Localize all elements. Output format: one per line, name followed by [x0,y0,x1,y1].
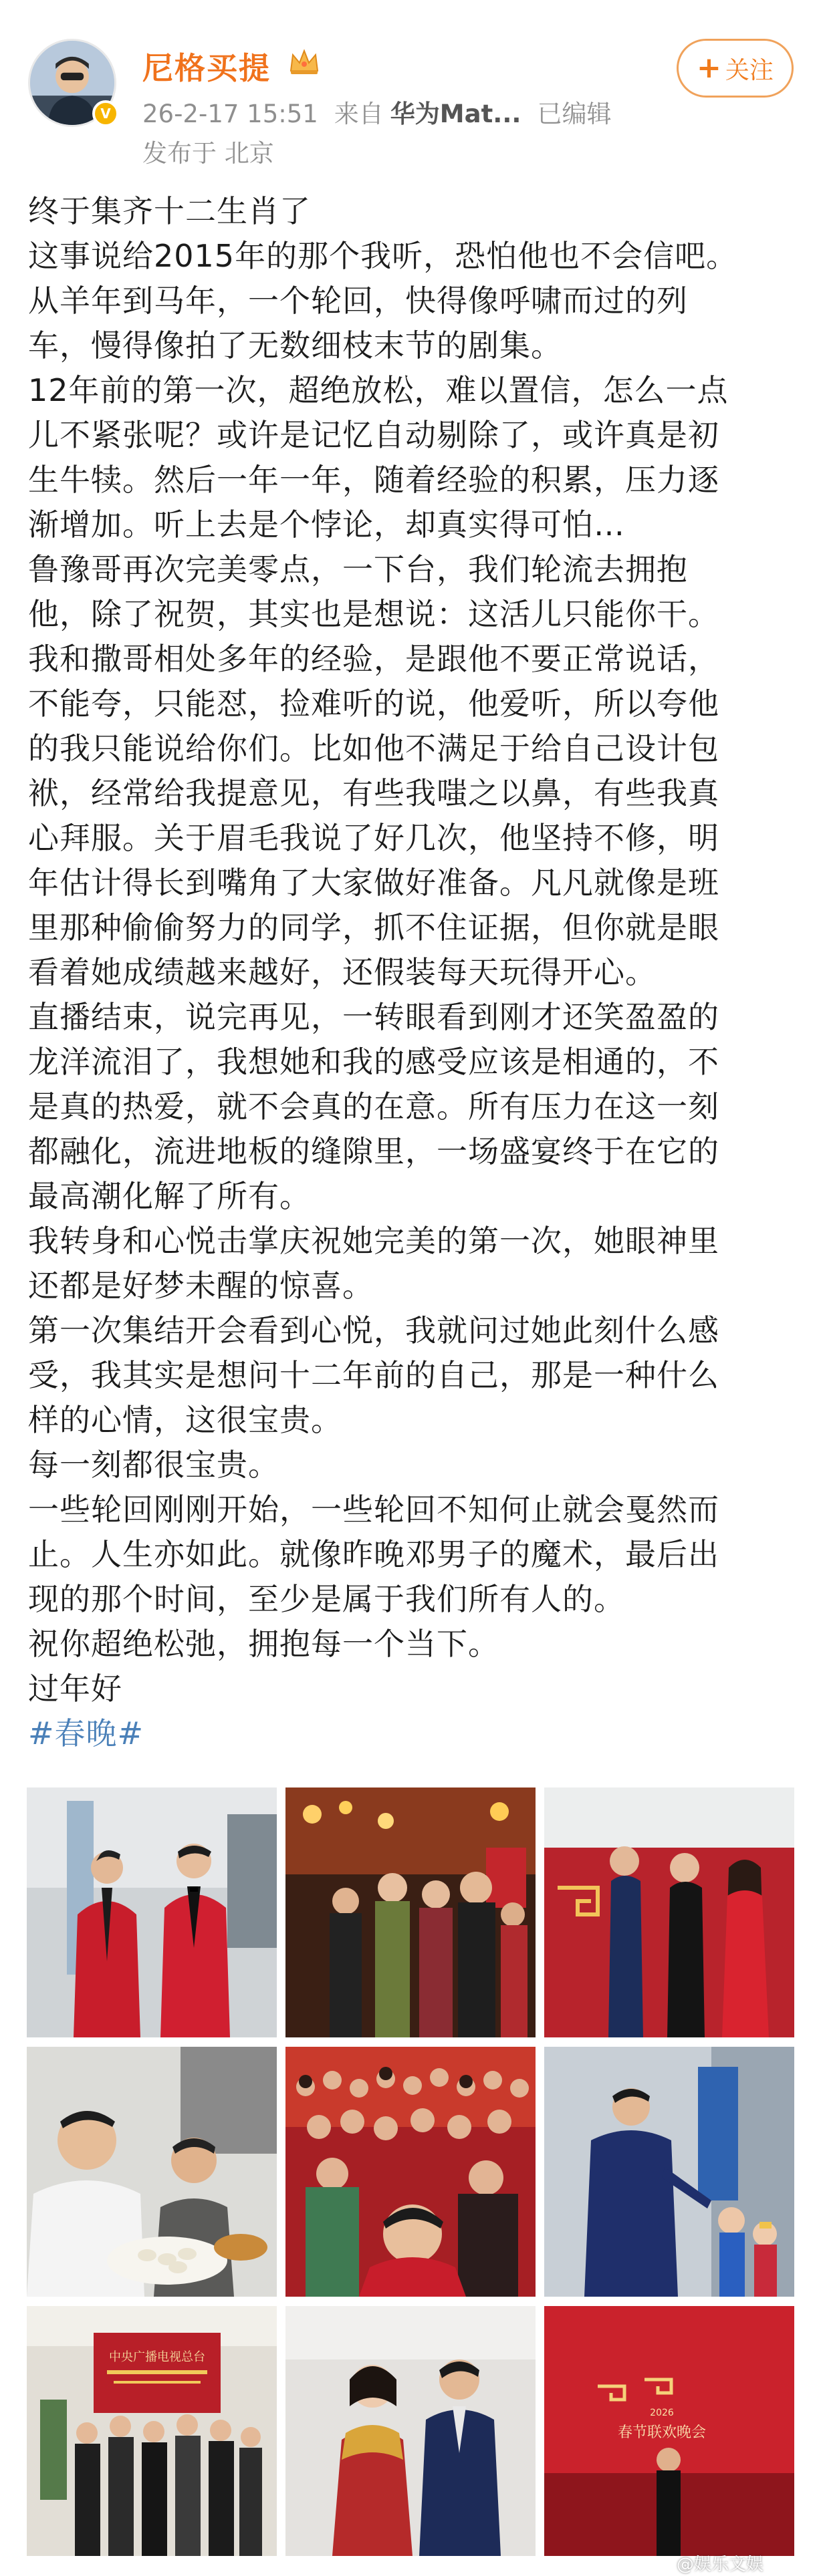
photo-image [27,2047,277,2297]
plus-icon: + [697,51,721,85]
post-line: 从羊年到马年，一个轮回，快得像呼啸而过的列 [28,283,688,319]
post-line: 这事说给2015年的那个我听，恐怕他也不会信吧。 [28,238,738,274]
post-line: 一些轮回刚刚开始，一些轮回不知何止就会戛然而 [28,1491,719,1528]
post-location: 发布于 北京 [142,139,274,168]
photo-9[interactable] [544,2306,794,2556]
post-time: 26-2-17 15:51 [142,100,318,128]
post-line: 他，除了祝贺，其实也是想说：这活儿只能你干。 [28,596,719,632]
post-line: 不能夸，只能怼，捡难听的说，他爱听，所以夸他 [28,686,719,722]
hashtag-link[interactable]: #春晚# [28,1715,144,1751]
banner-year: 2026 [650,2408,674,2418]
photo-image [285,2047,536,2297]
photo-image [285,2306,536,2556]
post-meta [142,94,627,130]
post-line: 过年好 [28,1671,122,1707]
photo-5[interactable] [285,2047,536,2297]
sign-text: 中央广播电视总台 [109,2350,205,2364]
photo-6[interactable] [544,2047,794,2297]
photo-1[interactable] [27,1787,277,2037]
photo-image [27,2306,277,2556]
photo-image [544,2306,794,2556]
post-line: 袱，经常给我提意见，有些我嗤之以鼻，有些我真 [28,775,719,811]
edited-label[interactable]: 已编辑 [537,100,612,128]
post-line: 受，我其实是想问十二年前的自己，那是一种什么 [28,1357,719,1393]
post-line: 第一次集结开会看到心悦，我就问过她此刻什么感 [28,1312,719,1348]
post-line: 样的心情，这很宝贵。 [28,1402,342,1438]
watermark: @娱乐文娱 [677,2555,764,2575]
crown-icon [287,47,321,76]
post-line: 的我只能说给你们。比如他不满足于给自己设计包 [28,730,719,766]
post-line: 每一刻都很宝贵。 [28,1447,279,1483]
post-line: 心拜服。关于眉毛我说了好几次，他坚持不修，明 [28,820,719,856]
post-header [0,0,821,177]
post-line: 都融化，流进地板的缝隙里，一场盛宴终于在它的 [28,1133,719,1169]
photo-image [544,2047,794,2297]
post-line: 里那种偷偷努力的同学，抓不住证据，但你就是眼 [28,909,719,946]
post-line: 还都是好梦未醒的惊喜。 [28,1268,374,1304]
photo-8[interactable] [285,2306,536,2556]
post-line: 我和撒哥相处多年的经验，是跟他不要正常说话， [28,641,719,677]
post-line: 儿不紧张呢？或许是记忆自动剔除了，或许真是初 [28,417,719,453]
post-line: 终于集齐十二生肖了 [28,193,311,229]
post-line: 鲁豫哥再次完美零点，一下台，我们轮流去拥抱 [28,551,688,587]
photo-image [27,1787,277,2037]
username[interactable]: 尼格买提 [142,50,271,86]
post-text [28,189,797,1756]
verified-badge-icon: V [92,100,119,127]
post-line: 是真的热爱，就不会真的在意。所有压力在这一刻 [28,1089,719,1125]
photo-2[interactable] [285,1787,536,2037]
photo-3[interactable] [544,1787,794,2037]
post-line: 直播结束，说完再见，一转眼看到刚才还笑盈盈的 [28,999,719,1035]
photo-image [544,1787,794,2037]
post-line: 我转身和心悦击掌庆祝她完美的第一次，她眼神里 [28,1223,719,1259]
post-line: 看着她成绩越来越好，还假装每天玩得开心。 [28,954,657,990]
photo-4[interactable] [27,2047,277,2297]
post-line: 生牛犊。然后一年一年，随着经验的积累，压力逐 [28,462,719,498]
photo-image [285,1787,536,2037]
photo-7[interactable] [27,2306,277,2556]
post-line: 年估计得长到嘴角了大家做好准备。凡凡就像是班 [28,865,719,901]
photo-grid [27,1787,794,2557]
banner-title: 春节联欢晚会 [617,2424,707,2441]
post-line: 12年前的第一次，超绝放松，难以置信，怎么一点 [28,372,729,408]
post-line: 渐增加。听上去是个悖论，却真实得可怕… [28,507,625,543]
post-line: 车，慢得像拍了无数细枝末节的剧集。 [28,327,562,364]
post-line: 最高潮化解了所有。 [28,1178,311,1214]
source-prefix: 来自 [334,100,384,128]
follow-button[interactable] [677,39,794,98]
post-line: 龙洋流泪了，我想她和我的感受应该是相通的，不 [28,1044,719,1080]
post-line: 止。人生亦如此。就像昨晚邓男子的魔术，最后出 [28,1536,719,1572]
source-device[interactable]: 华为Mat... [390,100,521,128]
post-line: 现的那个时间，至少是属于我们所有人的。 [28,1581,625,1617]
post-line: 祝你超绝松弛，拥抱每一个当下。 [28,1626,499,1662]
follow-label: 关注 [725,56,774,84]
